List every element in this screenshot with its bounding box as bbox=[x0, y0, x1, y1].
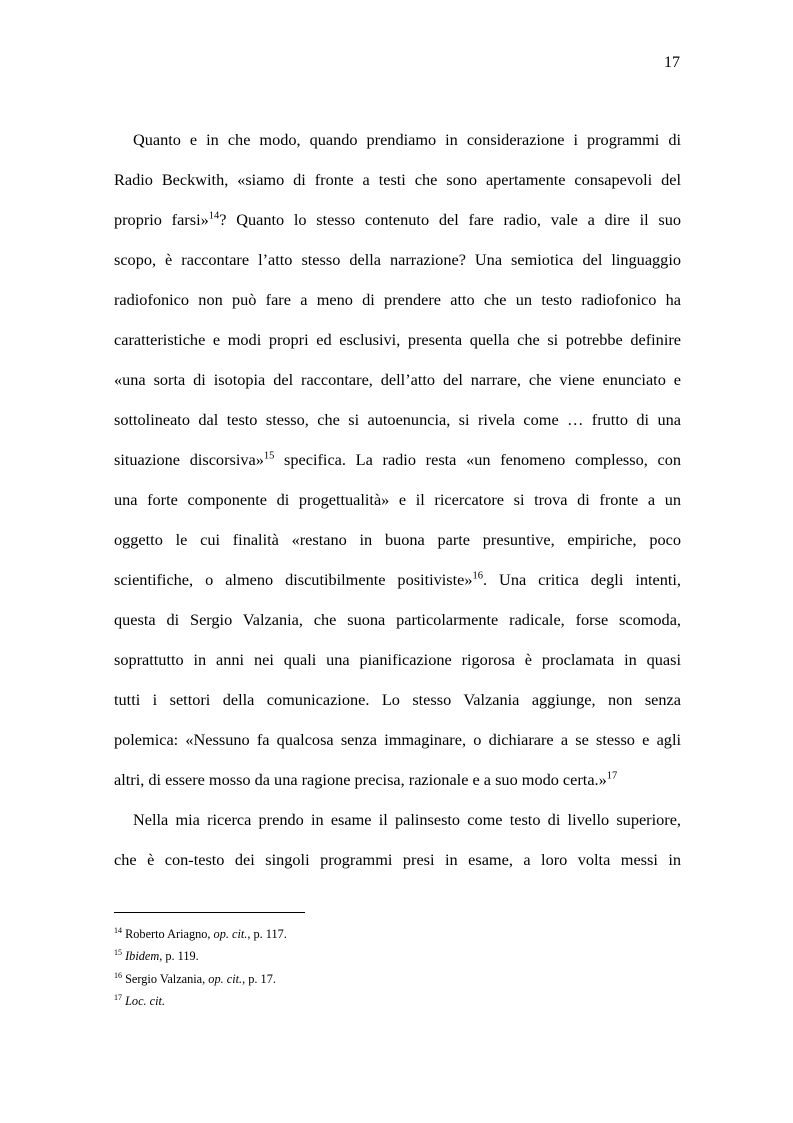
footnote-ref: 17 bbox=[606, 770, 618, 782]
body-line: scientifiche, o almeno discutibilmente positiviste»$^{16}$. Una critica degli intenti, bbox=[114, 570, 681, 589]
body-line: una forte componente di progettualità» e il ricercatore si trova di fronte a un bbox=[114, 490, 681, 509]
footnote-separator bbox=[114, 912, 305, 913]
body-line: Quanto e in che modo, quando prendiamo in considerazione i programmi di bbox=[133, 130, 681, 149]
footnote: $^{14}$ Roberto Ariagno, op. cit., p. 117. bbox=[114, 925, 287, 941]
body-line: soprattutto in anni nei quali una pianificazione rigorosa è proclamata in quasi bbox=[114, 650, 681, 669]
body-line: proprio farsi»$^{14}$? Quanto lo stesso contenuto del fare radio, vale a dire il suo bbox=[114, 210, 681, 229]
footnote: $^{15}$ Ibidem, p. 119. bbox=[114, 947, 199, 963]
body-line: «una sorta di isotopia del raccontare, dell’atto del narrare, che viene enunciato e bbox=[114, 370, 681, 389]
body-line: oggetto le cui finalità «restano in buona parte presuntive, empiriche, poco bbox=[114, 530, 681, 549]
body-line: caratteristiche e modi propri ed esclusivi, presenta quella che si potrebbe definire bbox=[114, 330, 681, 349]
footnote-ref: 15 bbox=[263, 450, 275, 462]
footnote-ref: 14 bbox=[208, 210, 220, 222]
body-line: tutti i settori della comunicazione. Lo stesso Valzania aggiunge, non senza bbox=[114, 690, 681, 709]
body-line: sottolineato dal testo stesso, che si autoenuncia, si rivela come … frutto di una bbox=[114, 410, 681, 429]
body-line: polemica: «Nessuno fa qualcosa senza immaginare, o dichiarare a se stesso e agli bbox=[114, 730, 681, 749]
body-line: Nella mia ricerca prendo in esame il palinsesto come testo di livello superiore, bbox=[133, 810, 681, 829]
body-line: situazione discorsiva»$^{15}$ specifica. La radio resta «un fenomeno complesso, con bbox=[114, 450, 681, 469]
footnote-ref: 16 bbox=[472, 570, 484, 582]
body-line: altri, di essere mosso da una ragione precisa, razionale e a suo modo certa.»$^{17}$ bbox=[114, 770, 618, 789]
body-line: Radio Beckwith, «siamo di fronte a testi che sono apertamente consapevoli del bbox=[114, 170, 681, 189]
page-number: 17 bbox=[664, 54, 680, 71]
footnote: $^{16}$ Sergio Valzania, op. cit., p. 17. bbox=[114, 970, 276, 986]
footnote: $^{17}$ Loc. cit. bbox=[114, 992, 166, 1008]
body-line: che è con-testo dei singoli programmi presi in esame, a loro volta messi in bbox=[114, 850, 681, 869]
body-line: questa di Sergio Valzania, che suona particolarmente radicale, forse scomoda, bbox=[114, 610, 681, 629]
body-line: scopo, è raccontare l’atto stesso della narrazione? Una semiotica del linguaggio bbox=[114, 250, 681, 269]
body-line: radiofonico non può fare a meno di prendere atto che un testo radiofonico ha bbox=[114, 290, 681, 309]
